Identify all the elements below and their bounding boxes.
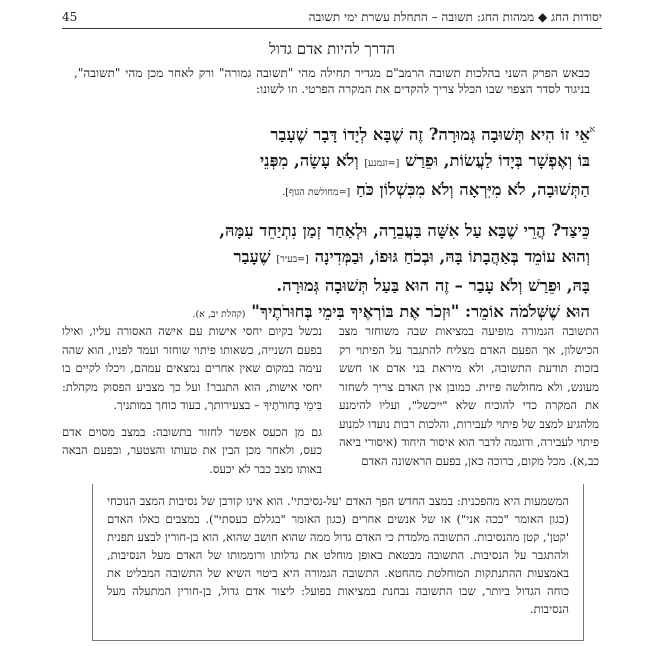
section-title: הדרך להיות אדם גדול bbox=[268, 40, 396, 58]
quote-gloss: [=ונמנע] bbox=[364, 158, 400, 169]
paragraph: גם מן הכעס אפשר לחזור בתשובה: במצב מסוים אדם כעס, ולאחר מכן הבין את טעותו והצטער, ובפעם הבאה באותו מצב כבר לא יכעס. bbox=[62, 424, 322, 476]
body-column-left bbox=[62, 322, 322, 478]
footnote-marker: א bbox=[589, 125, 595, 135]
body-column-right: התשובה הגמורה מופיעה במציאות שבה משוחזר מצב הכישלון, אך הפעם האדם מצליח להתגבר על הפיתוי רק בזכות תודעת התשובה, ולא מיראת בני אדם או חשש מעונש, ולא מחולשה פיזית. כמובן אין האדם צריך לשחזר את המקרה כדי להוכיח שלא "ייכשל", ועליו להימנע מלהגיע למצב של פיתוי לעבירות, והלכות רבות נועדו למנוע פיתוי לעבירה, ודוגמה לדבר הוא איסור היחוד (איסורי ביאה כב,א). מכל מקום, ברוכה כאן, בפעם הראשונה האדם bbox=[339, 324, 599, 468]
paragraph: נכשל בקיום יחסי אישות עם אישה האסורה עליו, ואילו בפעם השנייה, כשאותו פיתוי שוחזר ועמד לפניו, הוא שהה עימה במקום שאין אחרים נמצאים עמהם, ויכלו לקיים בו יחסי אישות, הוא התגבר! ועל כך מצביע הפסוק מקהלת: בִּימֵי בְּחוּרֹתֶיךָ – בצעירותך, בעוד כוחך במותניך. bbox=[62, 324, 322, 412]
quote-line: וְהוּא עוֹמֵד בְּאַהֲבָתוֹ בָּהּ, וּבְכֹחַ גּוּפוֹ, וּבַמְּדִינָה [=בעיר] שֶׁעָבַר bbox=[233, 247, 590, 266]
intro-paragraph: כבאש הפרק השני בהלכות תשובה הרמב"ם מגדיר תחילה מהי "תשובה גמורה" ורק לאחר מכן מהי "תשובה", בניגוד לסדר הצפוי שבו הכלל צריך להקדים את המקרה הפרטי. וזו לשונו: bbox=[74, 66, 590, 96]
summary-box bbox=[92, 484, 584, 641]
quote-gloss: [=בעיר] bbox=[276, 254, 309, 265]
quote-line: הַתְּשׁוּבָה, לֹא מִיִּרְאָה וְלֹא מִכִּשְׁלוֹן כֹּחַ [=מחולשת הגוף]. bbox=[282, 180, 590, 199]
quote-gloss: [=מחולשת הגוף]. bbox=[282, 187, 351, 198]
quote-line: בּוֹ וְאֶפְשָׁר בְּיָדוֹ לַעֲשׂוֹת, וּפֵרַשׁ [=ונמנע] וְלֹא עָשָׂה, מִפְּנֵי bbox=[259, 151, 590, 170]
quote-line: הוּא שֶׁשְּׁלֹמֹה אוֹמֵר: "וּזְכֹר אֶת בּוֹרְאֶיךָ בִּימֵי בְּחוּרֹתֶיךָ" (קהלת יב, א). bbox=[192, 302, 590, 321]
quote-source: (קהלת יב, א). bbox=[192, 309, 246, 320]
page-header bbox=[62, 8, 602, 29]
quote-line: כֵּיצַד? הֲרֵי שֶׁבָּא עַל אִשָּׁה בַּעֲבֵרָה, וּלְאַחַר זְמַן נִתְיַחֵד עִמָּהּ, bbox=[219, 221, 590, 240]
rambam-quote bbox=[116, 122, 590, 328]
running-head: יסודות החג ◆ ממהות החג: תשובה – התחלת עשרת ימי תשובה bbox=[308, 10, 602, 24]
quote-line: בָּהּ, וּפֵרַשׁ וְלֹא עָבַר – זֶה הוּא בַּעַל תְּשׁוּבָה גְּמוּרָה. bbox=[276, 276, 590, 295]
page-number: 45 bbox=[62, 10, 78, 24]
summary-text: המשמעות היא מהפכנית: במצב החדש הפך האדם 'על-נסיבתי'. הוא אינו קורבן של נסיבות המצב הנוכחי (כגון האומר "ככה אני") או של אנשים אחרים (כגון האומר "בגללם כעסתי"). במצבים כאלו האדם 'קטן', קטן מהנסיבות. התשובה מלמדת כי האדם גדול ממה שהוא חושב שהוא, הוא בן-חורין לבצע תפנית ולהתגבר על הנסיבות. התשובה מבטאת באופן מוחלט את גדלותו ורוממותו של האדם מעל הנסיבות, באמצעות ההתנתקות המוחלטת מהחטא. התשובה הגמורה היא ביטוי השיא של התשובה המבליט את כוחה הגדול ביותר, שבו התשובה נבחנת במציאות בפועל: ליצור אדם גדול, בן-חורין המתעלה מעל הנסיבות. bbox=[107, 494, 569, 616]
quote-line: אֵי זוֹ הִיא תְּשׁוּבָה גְּמוּרָה? זֶה שֶׁבָּא לְיָדוֹ דָּבָר שֶׁעָבַר bbox=[270, 125, 590, 144]
